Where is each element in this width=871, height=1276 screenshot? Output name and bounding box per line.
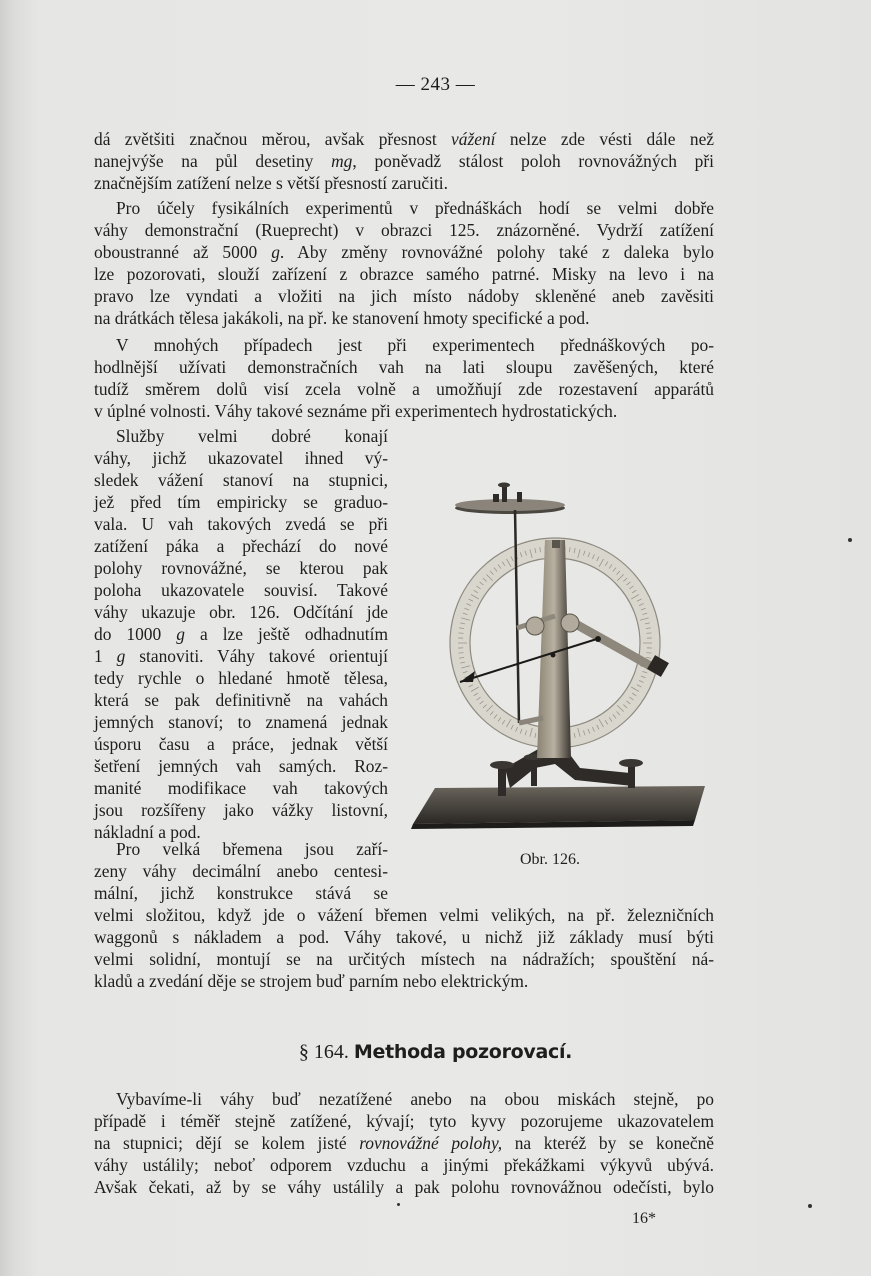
figure-caption: Obr. 126. [520, 851, 580, 868]
text-line: šetření jemných vah samých. Roz- [94, 756, 388, 776]
paper-speck [808, 1204, 812, 1208]
emphasis: rovnovážné polohy, [359, 1133, 503, 1153]
figure-126 [405, 468, 705, 833]
text-line: sledek vážení stanoví na stupnici, [94, 470, 388, 490]
text-line: tudíž směrem dolů visí zcela volně a umožňují zde rozestavení apparátů [94, 379, 714, 399]
emphasis: vážení [451, 129, 496, 149]
text-line: waggonů s nákladem a pod. Váhy takové, u nichž již základy musí býti [94, 927, 714, 947]
text-line: pravo lze vyndati a vložiti na jich místo nádoby skleněné aneb zavěsiti [94, 286, 714, 306]
text-line: polohy rovnovážné, se kterou pak [94, 558, 388, 578]
dial-tick [646, 633, 651, 634]
dial-tick [646, 653, 651, 654]
text-line: jemných stanoví; to znamená jednak [94, 712, 388, 732]
text-line: zatížení páka a přechází do nové [94, 536, 388, 556]
text-line: kladů a zvedání děje se strojem buď parním nebo elektrickým. [94, 971, 529, 991]
pointer-needle [460, 638, 600, 682]
text-line: oboustranné až 5000 g. Aby změny rovnovážné polohy také z daleka bylo [94, 242, 714, 262]
text-line: nákladní a pod. [94, 822, 201, 842]
text-line: vala. U vah takových zvedá se při [94, 514, 388, 534]
text-line: váhy, jichž ukazovatel ihned vý- [94, 448, 388, 468]
section-title: Methoda pozorovací. [353, 1041, 573, 1063]
text-line: jež před tím empiricky se graduo- [94, 492, 388, 512]
text-line: v úplné volnosti. Váhy takové seznáme při experimentech hydrostatických. [94, 401, 618, 421]
text-line: manité modifikace vah takových [94, 778, 388, 798]
dial-tick [459, 653, 464, 654]
paper-speck [848, 538, 852, 542]
emphasis: g [176, 624, 185, 644]
section-heading [0, 1041, 871, 1064]
text-line: váhy demonstrační (Rueprecht) v obrazci 125. znázorněné. Vydrží zatížení [94, 220, 714, 240]
text-line: tedy rychle o hledané hmotě tělesa, [94, 668, 388, 688]
paper-speck [397, 1203, 400, 1206]
text-line: Avšak čekati, až by se váhy ustálily a pak polohu rovnovážnou odečísti, bylo [94, 1177, 714, 1197]
emphasis: mg [331, 151, 353, 171]
text-line: hodlnější užívati demonstračních vah na lati sloupu zavěšených, které [94, 357, 714, 377]
emphasis: g [271, 242, 280, 262]
text-line: která se pak definitivně na vahách [94, 690, 388, 710]
text-line: zeny váhy decimální anebo centesi- [94, 861, 388, 881]
text-line: nanejvýše na půl desetiny mg, poněvadž stálost poloh rovnovážných při [94, 151, 714, 171]
text-line: mální, jichž konstrukce stává se [94, 883, 388, 903]
text-line: poloha ukazovatele souvisí. Takové [94, 580, 388, 600]
text-line: na drátkách tělesa jakákoli, na př. ke stanovení hmoty specifické a pod. [94, 308, 590, 328]
text-line: dá zvětšiti značnou měrou, avšak přesnost vážení nelze zde vésti dále než [94, 129, 715, 149]
balance-scale-illustration [405, 468, 705, 833]
dial-tick [459, 633, 464, 634]
section-number: § 164. [298, 1041, 349, 1063]
text-line: případě i téměř stejně zatížené, kývají; tyto kyvy pozorujeme ukazovatelem [94, 1111, 714, 1131]
page-number: — 243 — [395, 74, 476, 95]
text-line: velmi solidní, montují se na určitých místech na nádražích; spouštění ná- [94, 949, 714, 969]
text-line: jsou rozšířeny jako vážky listovní, [94, 800, 388, 820]
text-line: váhy ukazuje obr. 126. Odčítání jde [94, 602, 388, 622]
printer-signature: 16* [632, 1210, 656, 1227]
emphasis: g [116, 646, 126, 666]
base-board [413, 786, 705, 824]
text-line: Služby velmi dobré konají [116, 426, 388, 446]
text-line: Vybavíme-li váhy buď nezatížené anebo na obou miskách stejně, po [116, 1089, 714, 1109]
text-line: 1 g stanoviti. Váhy takové orientují [94, 646, 388, 666]
text-line: velmi složitou, když jde o vážení břemen velmi velikých, na př. železničních [94, 905, 714, 925]
text-line: Pro účely fysikálních experimentů v přednáškách hodí se velmi dobře [116, 198, 714, 218]
text-line: úsporu času a práce, jednak větší [94, 734, 388, 754]
text-line: do 1000 g a lze ještě odhadnutím [94, 624, 388, 644]
text-line: značnějším zatížení nelze s větší přesností zaručiti. [94, 173, 448, 193]
text-line: váhy ustálily; neboť odporem vzduchu a jinými překážkami výkyvů ubývá. [94, 1155, 714, 1175]
text-line: na stupnici; dějí se kolem jisté rovnovážné polohy, na kteréž by se konečně [94, 1133, 714, 1153]
text-line: V mnohých případech jest při experimentech přednáškových po- [116, 335, 714, 355]
text-line: lze pozorovati, slouží zařízení z obrazce samého patrné. Misky na levo i na [94, 264, 714, 284]
text-line: Pro velká břemena jsou zaří- [116, 839, 388, 859]
